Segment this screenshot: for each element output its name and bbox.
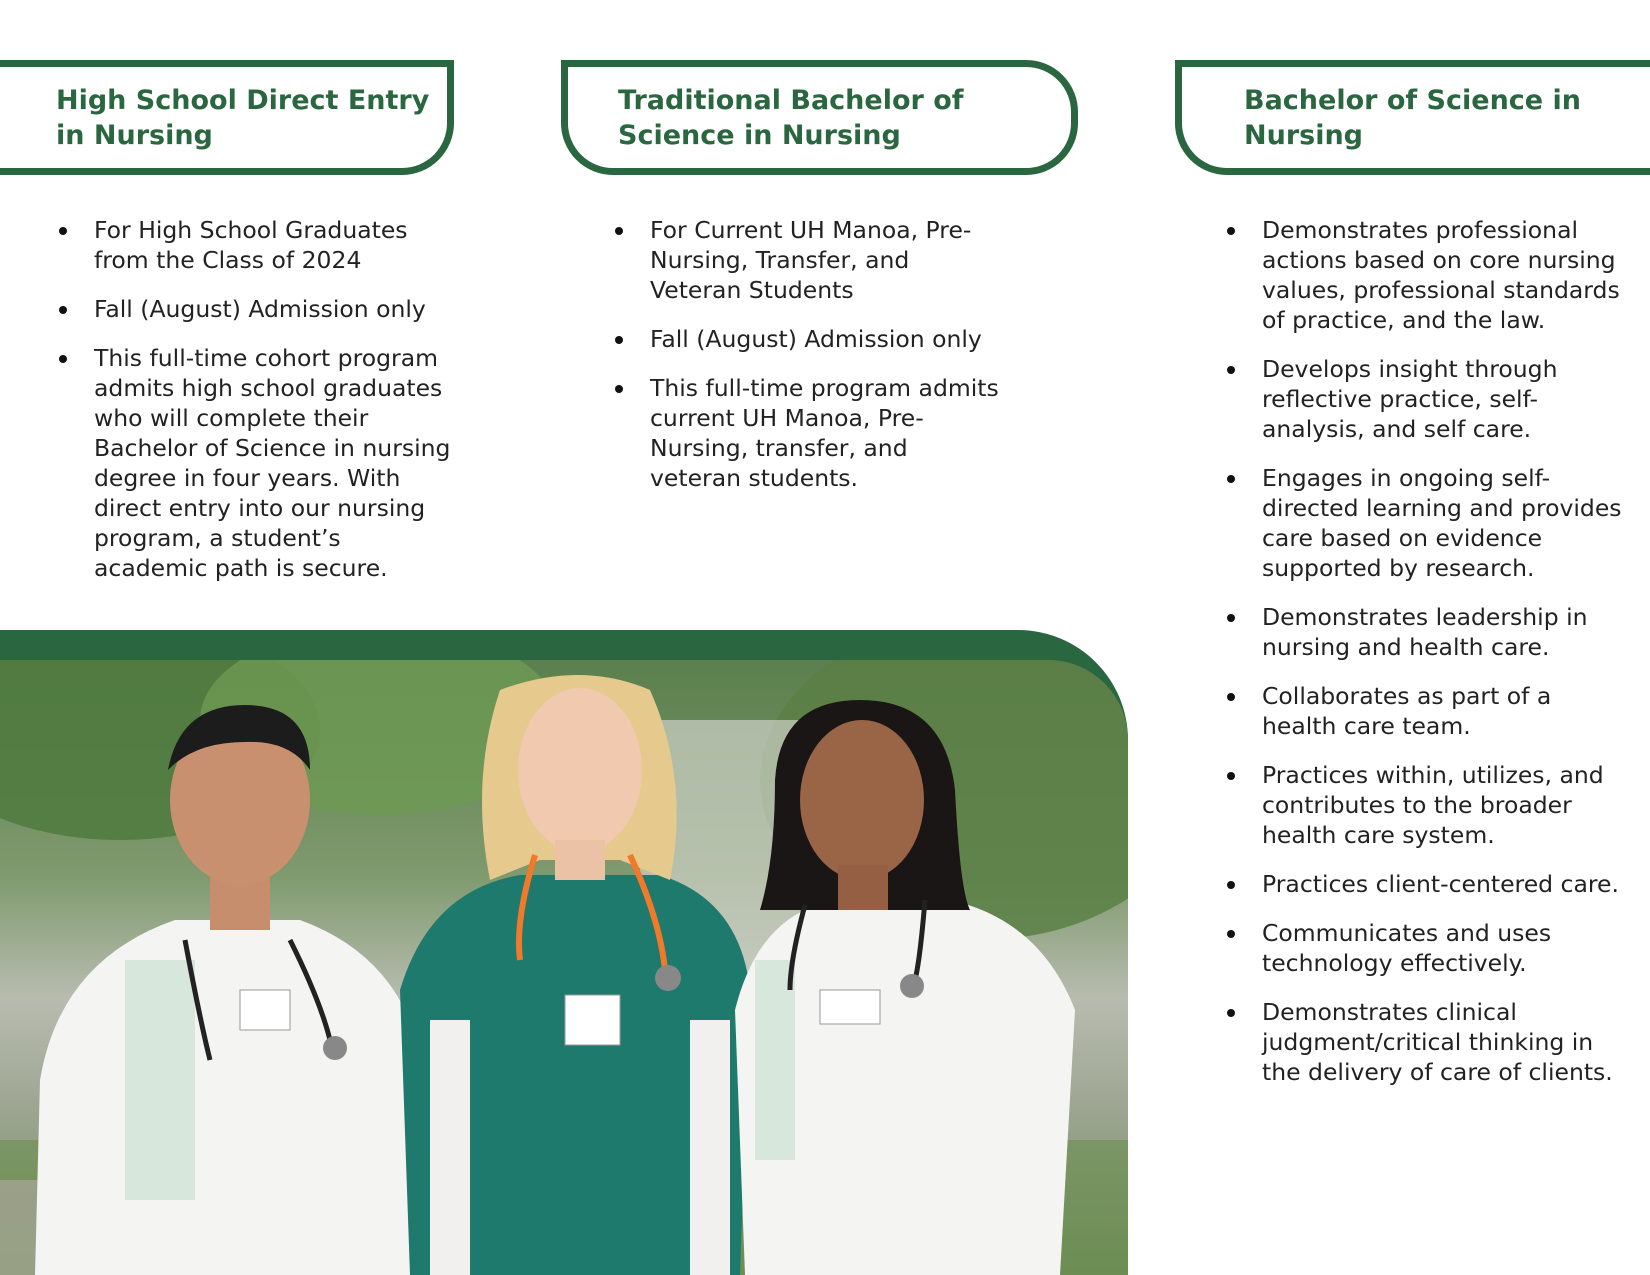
list-item: Demonstrates professional actions based on core nursing values, professional standards of practice, and the law. <box>1224 215 1624 335</box>
header-title <box>56 83 447 153</box>
list-item: Engages in ongoing self-directed learning and provides care based on evidence supported by research. <box>1224 463 1624 583</box>
header-traditional-bsn <box>561 60 1078 175</box>
list-item: Practices client-centered care. <box>1224 869 1624 899</box>
list-item: This full-time cohort program admits high school graduates who will complete their Bachelor of Science in nursing degree in four years. With direct entry into our nursing program, a student’s academic path is secure. <box>56 343 456 583</box>
title-line-2: Nursing <box>1244 120 1364 151</box>
photo-illustration <box>0 660 1128 1275</box>
title-line-2: Science in Nursing <box>618 120 901 151</box>
list-traditional-bsn <box>612 215 1002 512</box>
header-bsn-outcomes <box>1175 60 1650 175</box>
list-item: Collaborates as part of a health care team. <box>1224 681 1624 741</box>
header-title <box>618 83 1071 153</box>
photo-frame <box>0 630 1128 1275</box>
list-item: Communicates and uses technology effectively. <box>1224 918 1624 978</box>
list-item: This full-time program admits current UH Manoa, Pre-Nursing, transfer, and veteran students. <box>612 373 1002 493</box>
list-item: For Current UH Manoa, Pre-Nursing, Transfer, and Veteran Students <box>612 215 1002 305</box>
nursing-students-photo <box>0 660 1128 1275</box>
list-item: Fall (August) Admission only <box>56 294 456 324</box>
list-bsn-outcomes <box>1224 215 1624 1106</box>
list-item: Fall (August) Admission only <box>612 324 1002 354</box>
title-line-2: in Nursing <box>56 120 213 151</box>
list-item: Demonstrates leadership in nursing and health care. <box>1224 602 1624 662</box>
list-item: Develops insight through reflective practice, self-analysis, and self care. <box>1224 354 1624 444</box>
list-item: For High School Graduates from the Class of 2024 <box>56 215 456 275</box>
title-line-1: Bachelor of Science in <box>1244 85 1581 116</box>
title-line-1: Traditional Bachelor of <box>618 85 964 116</box>
list-item: Demonstrates clinical judgment/critical thinking in the delivery of care of clients. <box>1224 997 1624 1087</box>
title-line-1: High School Direct Entry <box>56 85 430 116</box>
list-high-school-direct-entry <box>56 215 456 602</box>
header-title <box>1244 83 1650 153</box>
header-high-school-direct-entry <box>0 60 454 175</box>
list-item: Practices within, utilizes, and contributes to the broader health care system. <box>1224 760 1624 850</box>
